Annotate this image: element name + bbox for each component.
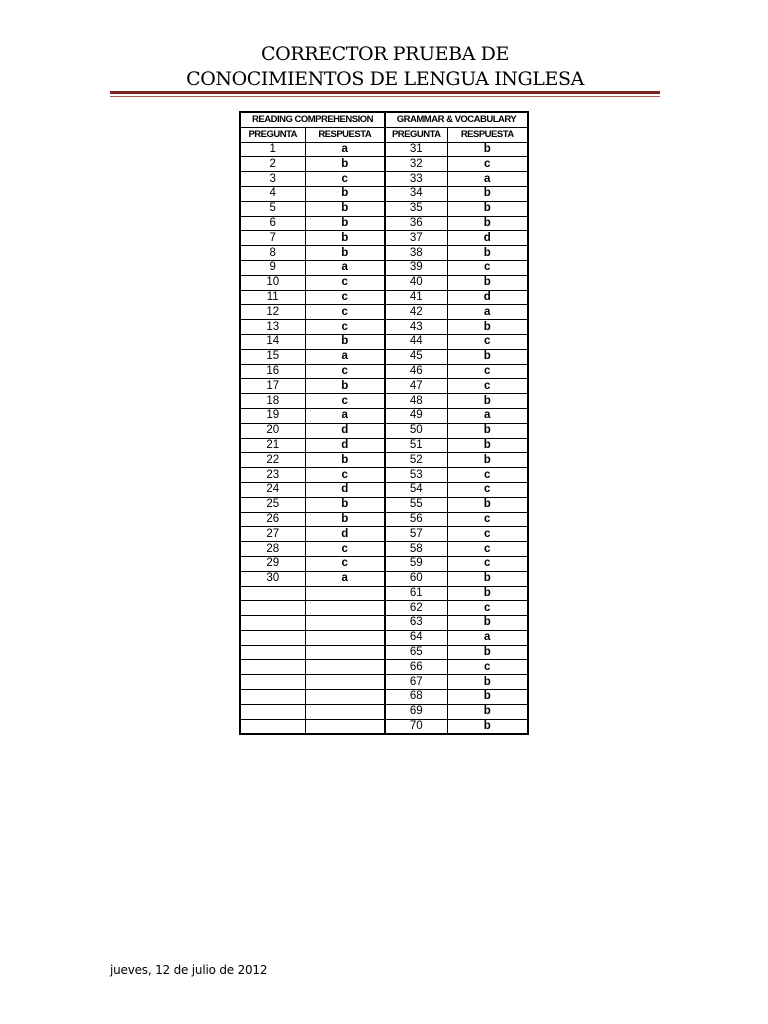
question-number: 36 [385, 216, 447, 231]
table-row [240, 482, 528, 497]
question-number: 57 [385, 527, 447, 542]
question-number: 35 [385, 201, 447, 216]
question-number: 33 [385, 172, 447, 187]
question-number: 15 [240, 349, 305, 364]
answer-cell: c [305, 290, 385, 305]
header-rule-thin [110, 96, 660, 97]
question-number: 9 [240, 260, 305, 275]
question-number: 61 [385, 586, 447, 601]
question-number: 51 [385, 438, 447, 453]
question-number: 23 [240, 468, 305, 483]
answer-cell: b [447, 690, 528, 705]
question-number: 10 [240, 275, 305, 290]
answer-cell: c [305, 320, 385, 335]
question-number: 12 [240, 305, 305, 320]
answer-cell: b [305, 186, 385, 201]
answer-rows [240, 142, 528, 734]
answer-cell: b [447, 453, 528, 468]
question-number: 49 [385, 408, 447, 423]
answer-cell: b [305, 379, 385, 394]
question-number: 65 [385, 645, 447, 660]
table-row [240, 438, 528, 453]
answer-cell: c [447, 527, 528, 542]
question-number: 24 [240, 482, 305, 497]
table-row [240, 246, 528, 261]
answer-cell: c [305, 172, 385, 187]
answer-cell: b [305, 512, 385, 527]
question-number: 68 [385, 690, 447, 705]
answer-cell: d [447, 290, 528, 305]
answer-cell: c [305, 364, 385, 379]
question-number: 42 [385, 305, 447, 320]
table-row [240, 394, 528, 409]
table-row [240, 556, 528, 571]
answer-cell: b [447, 216, 528, 231]
table-row [240, 364, 528, 379]
question-number: 31 [385, 142, 447, 157]
question-number: 37 [385, 231, 447, 246]
answer-cell: a [447, 630, 528, 645]
question-number: 32 [385, 157, 447, 172]
question-number: 6 [240, 216, 305, 231]
question-number: 48 [385, 394, 447, 409]
question-number: 50 [385, 423, 447, 438]
answer-cell: b [305, 334, 385, 349]
table-row [240, 157, 528, 172]
answer-cell: b [447, 616, 528, 631]
answer-cell: c [305, 305, 385, 320]
answer-cell: b [447, 349, 528, 364]
answer-cell [305, 690, 385, 705]
document-title [110, 42, 660, 92]
answer-cell: b [447, 275, 528, 290]
answer-cell: c [305, 394, 385, 409]
answer-cell: b [447, 186, 528, 201]
question-number: 43 [385, 320, 447, 335]
table-row [240, 231, 528, 246]
question-number: 2 [240, 157, 305, 172]
question-number: 64 [385, 630, 447, 645]
table-row [240, 616, 528, 631]
table-row [240, 527, 528, 542]
table-row [240, 260, 528, 275]
answer-cell: b [305, 201, 385, 216]
question-number: 19 [240, 408, 305, 423]
question-number: 7 [240, 231, 305, 246]
col-respuesta-left: RESPUESTA [305, 127, 385, 142]
answer-cell: c [305, 468, 385, 483]
table-row [240, 349, 528, 364]
question-number: 1 [240, 142, 305, 157]
question-number: 18 [240, 394, 305, 409]
answer-cell [305, 704, 385, 719]
header-rule-thick [110, 91, 660, 94]
table-row [240, 468, 528, 483]
answer-cell: c [447, 260, 528, 275]
question-number: 52 [385, 453, 447, 468]
question-number: 29 [240, 556, 305, 571]
answer-cell: d [305, 423, 385, 438]
answer-cell: b [447, 201, 528, 216]
table-row [240, 423, 528, 438]
table-row [240, 186, 528, 201]
answer-cell: c [305, 275, 385, 290]
table-row [240, 453, 528, 468]
answer-cell [305, 630, 385, 645]
table-row [240, 497, 528, 512]
answer-cell: b [447, 423, 528, 438]
answer-cell [305, 645, 385, 660]
question-number: 13 [240, 320, 305, 335]
answer-cell: c [447, 334, 528, 349]
answer-cell: d [305, 527, 385, 542]
answer-cell: d [447, 231, 528, 246]
answer-cell: b [305, 216, 385, 231]
answer-cell: b [447, 394, 528, 409]
section-reading-comprehension: READING COMPREHENSION [240, 112, 385, 127]
question-number [240, 601, 305, 616]
question-number: 16 [240, 364, 305, 379]
question-number: 39 [385, 260, 447, 275]
table-row [240, 571, 528, 586]
answer-cell: a [305, 349, 385, 364]
table-row [240, 601, 528, 616]
section-grammar-vocabulary: GRAMMAR & VOCABULARY [385, 112, 528, 127]
answer-cell [305, 586, 385, 601]
question-number: 34 [385, 186, 447, 201]
question-number: 4 [240, 186, 305, 201]
table-row [240, 379, 528, 394]
section-header-row [240, 112, 528, 127]
answer-cell: b [447, 320, 528, 335]
answer-cell: c [447, 364, 528, 379]
answer-cell: b [447, 645, 528, 660]
question-number: 62 [385, 601, 447, 616]
table-row [240, 690, 528, 705]
table-row [240, 172, 528, 187]
answer-cell: a [305, 571, 385, 586]
question-number: 67 [385, 675, 447, 690]
question-number: 38 [385, 246, 447, 261]
question-number: 8 [240, 246, 305, 261]
table-row [240, 201, 528, 216]
table-row [240, 675, 528, 690]
answer-cell: b [447, 246, 528, 261]
question-number [240, 630, 305, 645]
answer-cell: c [447, 468, 528, 483]
answer-cell: c [447, 482, 528, 497]
col-pregunta-right: PREGUNTA [385, 127, 447, 142]
question-number: 11 [240, 290, 305, 305]
table-row [240, 275, 528, 290]
title-line-1: CORRECTOR PRUEBA DE [261, 43, 509, 65]
table-row [240, 512, 528, 527]
question-number: 69 [385, 704, 447, 719]
answer-cell: d [305, 438, 385, 453]
answer-key-table [239, 111, 529, 735]
answer-cell: c [447, 660, 528, 675]
answer-cell: a [305, 260, 385, 275]
question-number: 44 [385, 334, 447, 349]
question-number: 28 [240, 542, 305, 557]
col-pregunta-left: PREGUNTA [240, 127, 305, 142]
question-number: 26 [240, 512, 305, 527]
question-number [240, 645, 305, 660]
question-number [240, 586, 305, 601]
question-number [240, 675, 305, 690]
answer-cell: c [447, 512, 528, 527]
answer-cell: a [447, 305, 528, 320]
question-number: 20 [240, 423, 305, 438]
question-number: 47 [385, 379, 447, 394]
table-row [240, 645, 528, 660]
answer-cell: a [447, 172, 528, 187]
table-row [240, 719, 528, 734]
question-number: 40 [385, 275, 447, 290]
question-number [240, 690, 305, 705]
question-number: 27 [240, 527, 305, 542]
answer-cell [305, 601, 385, 616]
question-number: 5 [240, 201, 305, 216]
answer-cell: b [447, 142, 528, 157]
answer-cell: b [447, 438, 528, 453]
answer-cell: a [305, 408, 385, 423]
question-number [240, 660, 305, 675]
table-row [240, 630, 528, 645]
col-respuesta-right: RESPUESTA [447, 127, 528, 142]
question-number: 59 [385, 556, 447, 571]
answer-cell [305, 719, 385, 734]
question-number: 63 [385, 616, 447, 631]
table-row [240, 216, 528, 231]
answer-cell: b [305, 453, 385, 468]
question-number: 45 [385, 349, 447, 364]
answer-cell: b [447, 497, 528, 512]
question-number: 46 [385, 364, 447, 379]
question-number: 66 [385, 660, 447, 675]
table-row [240, 586, 528, 601]
table-row [240, 290, 528, 305]
question-number [240, 719, 305, 734]
table-row [240, 142, 528, 157]
question-number: 41 [385, 290, 447, 305]
question-number: 55 [385, 497, 447, 512]
table-row [240, 320, 528, 335]
title-line-2: CONOCIMIENTOS DE LENGUA INGLESA [186, 68, 584, 90]
answer-cell [305, 660, 385, 675]
question-number: 22 [240, 453, 305, 468]
answer-cell: c [447, 542, 528, 557]
table-row [240, 334, 528, 349]
table-row [240, 305, 528, 320]
answer-cell: b [305, 157, 385, 172]
answer-cell: b [447, 571, 528, 586]
answer-cell: b [305, 246, 385, 261]
answer-cell: a [305, 142, 385, 157]
question-number: 70 [385, 719, 447, 734]
answer-cell: b [447, 719, 528, 734]
table-row [240, 660, 528, 675]
table-row [240, 408, 528, 423]
table-row [240, 704, 528, 719]
answer-cell: c [447, 379, 528, 394]
question-number: 25 [240, 497, 305, 512]
answer-cell: b [447, 704, 528, 719]
column-header-row [240, 127, 528, 142]
question-number: 14 [240, 334, 305, 349]
question-number: 58 [385, 542, 447, 557]
answer-cell: b [447, 675, 528, 690]
footer-date: jueves, 12 de julio de 2012 [110, 963, 268, 977]
answer-cell: b [305, 497, 385, 512]
question-number [240, 704, 305, 719]
answer-cell [305, 675, 385, 690]
question-number: 54 [385, 482, 447, 497]
answer-cell: c [447, 157, 528, 172]
answer-cell: c [447, 556, 528, 571]
question-number: 53 [385, 468, 447, 483]
answer-cell: b [305, 231, 385, 246]
answer-cell: c [305, 542, 385, 557]
answer-cell: c [305, 556, 385, 571]
question-number: 60 [385, 571, 447, 586]
question-number: 17 [240, 379, 305, 394]
question-number: 30 [240, 571, 305, 586]
answer-cell: c [447, 601, 528, 616]
answer-cell: d [305, 482, 385, 497]
answer-cell [305, 616, 385, 631]
question-number: 56 [385, 512, 447, 527]
question-number: 3 [240, 172, 305, 187]
table-row [240, 542, 528, 557]
answer-cell: a [447, 408, 528, 423]
question-number: 21 [240, 438, 305, 453]
answer-cell: b [447, 586, 528, 601]
question-number [240, 616, 305, 631]
